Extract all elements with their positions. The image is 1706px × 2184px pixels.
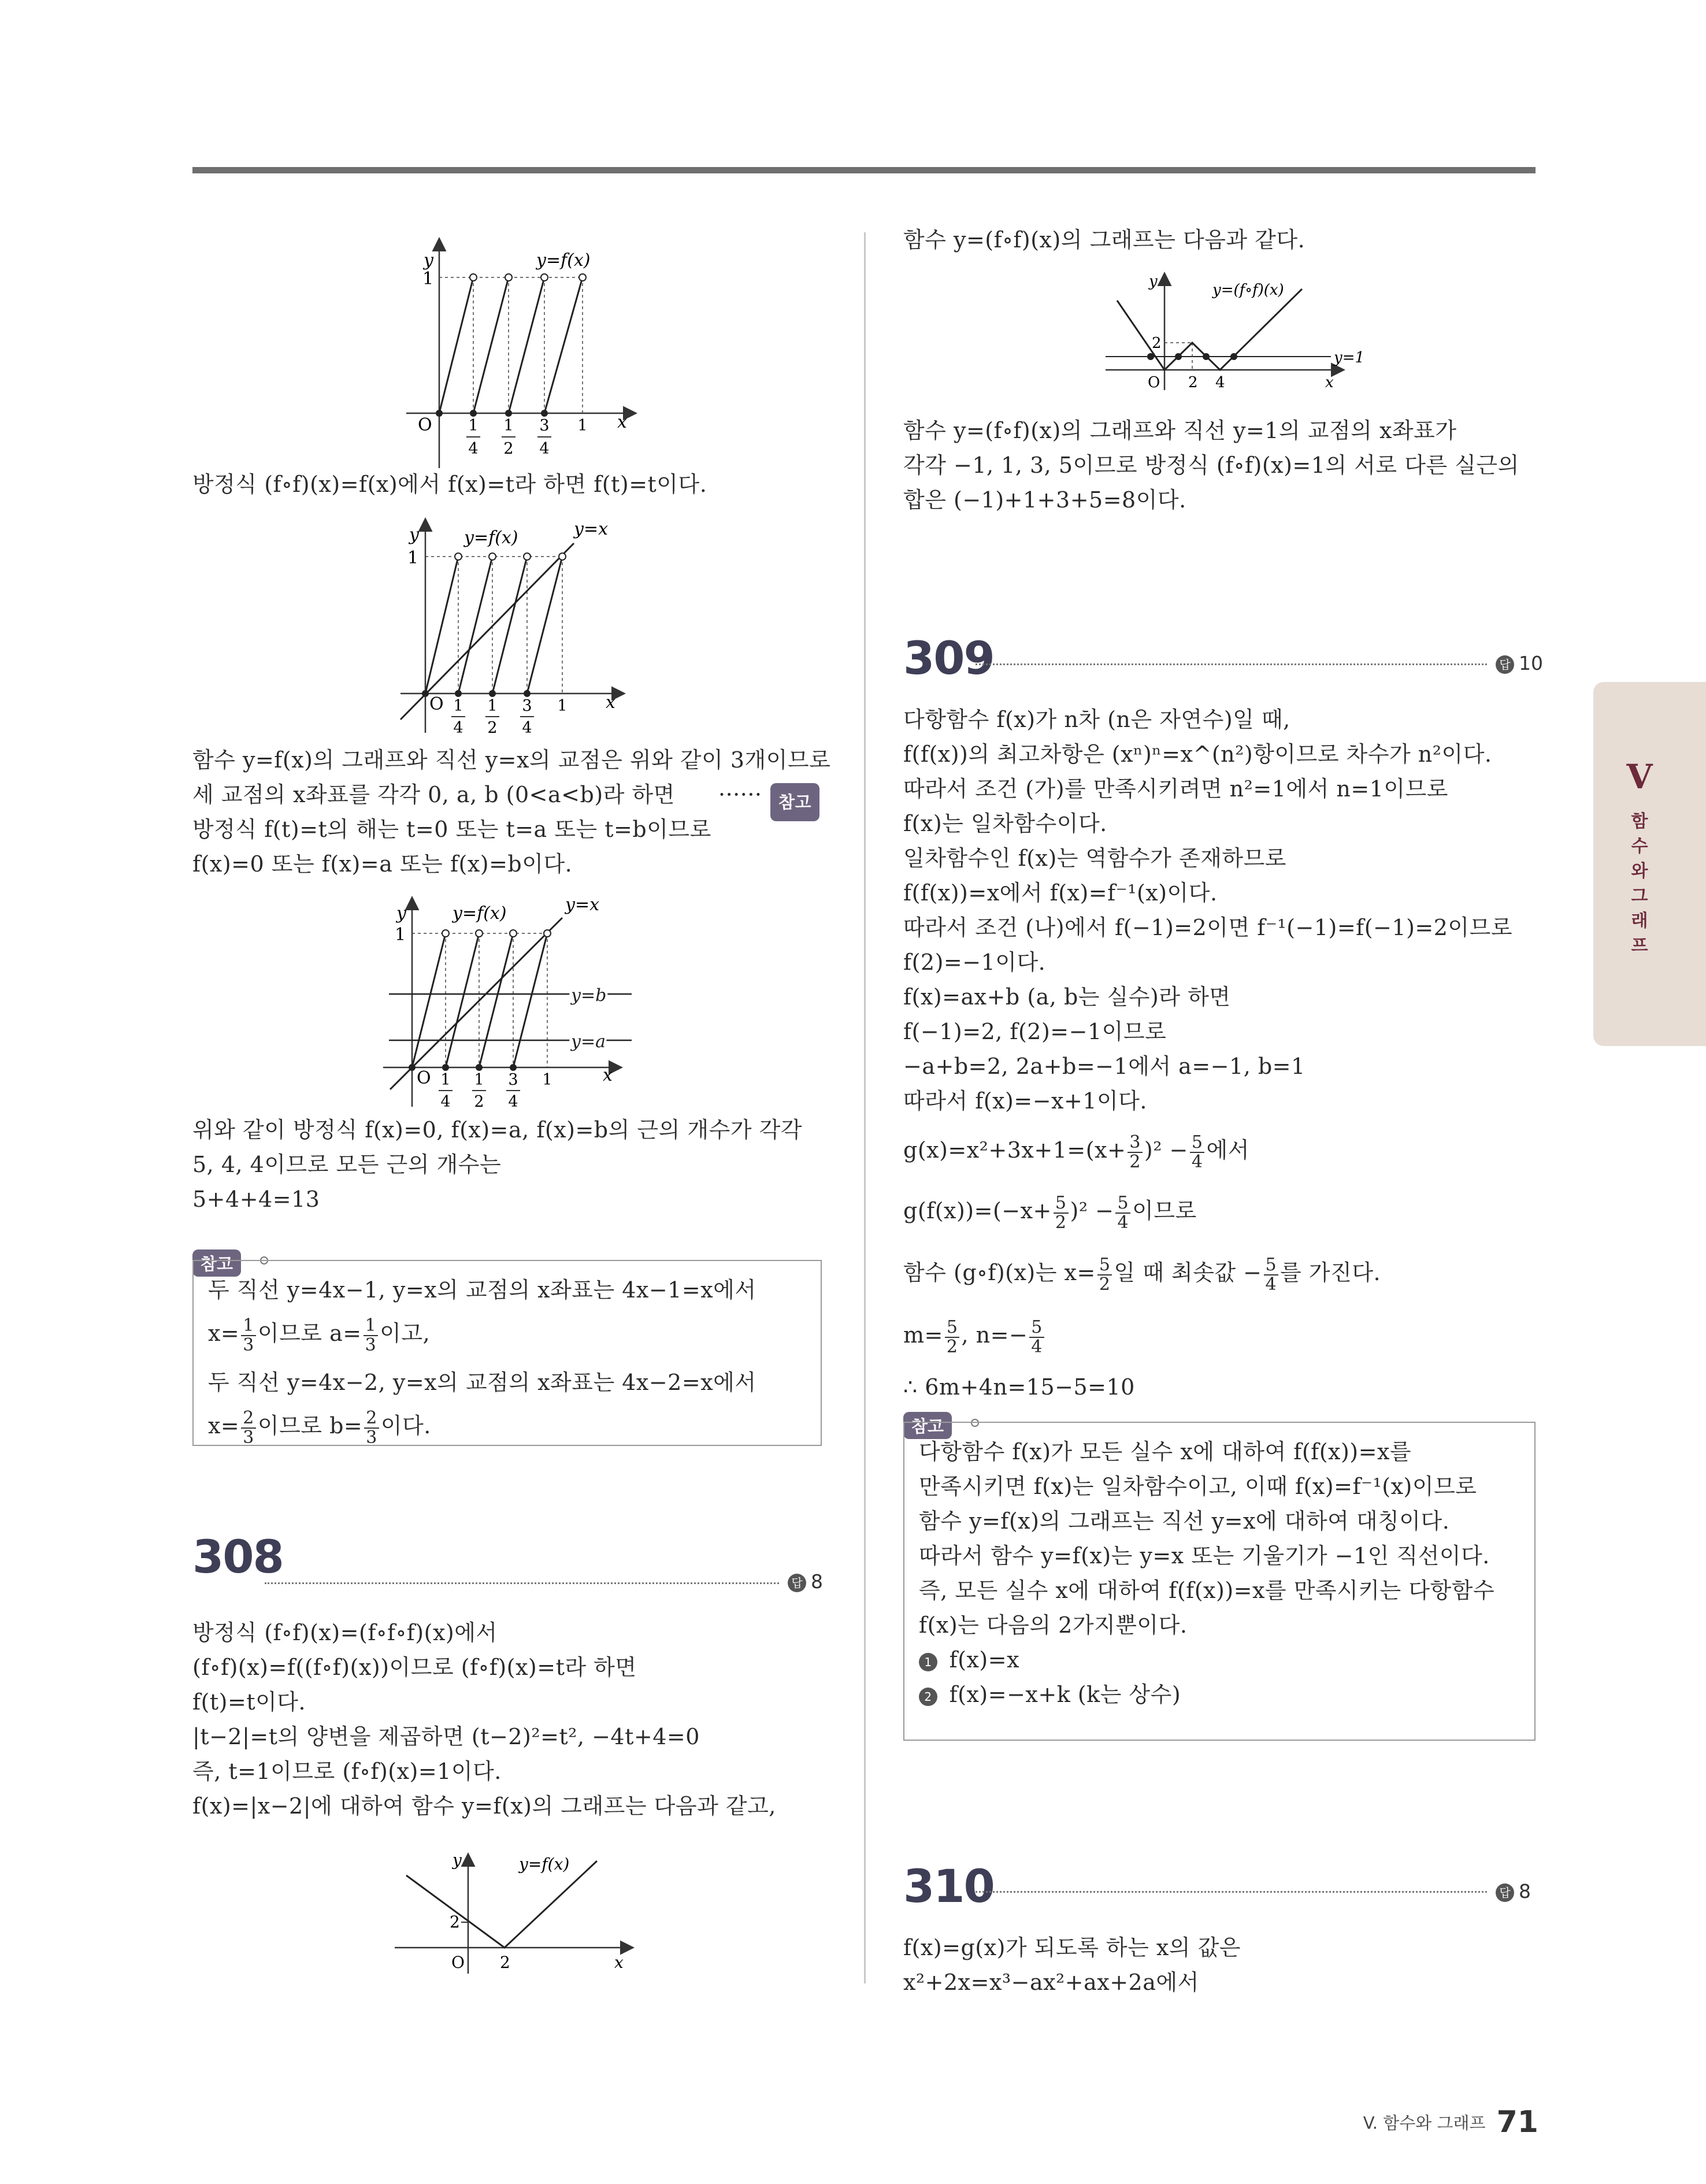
note-line [208, 1316, 430, 1355]
text-line: |t−2|=t의 양변을 제곱하면 (t−2)²=t², −4t+4=0 [192, 1724, 700, 1749]
chapter-side-tab [1593, 682, 1706, 1046]
y-tick-2: 2 [1152, 335, 1162, 352]
denominator: 2 [1099, 1274, 1111, 1295]
x-axis-label: x [617, 412, 627, 432]
text-line: 방정식 (f∘f)(x)=f(x)에서 f(x)=t라 하면 f(t)=t이다. [192, 472, 707, 497]
text-segment: 일 때 최솟값 − [1114, 1260, 1262, 1285]
fraction [1029, 1318, 1044, 1356]
x-axis-label: x [1325, 374, 1334, 391]
text-segment: x= [208, 1321, 240, 1346]
y-axis-label: y [1149, 273, 1158, 290]
x-axis-label: x [606, 692, 615, 713]
line-label: y=1 [1334, 349, 1365, 366]
note-line: 즉, 모든 실수 x에 대하여 f(f(x))=x를 만족시키는 다항함수 [919, 1578, 1495, 1603]
numerator: 1 [241, 1317, 256, 1336]
chapter-roman-numeral: V [1626, 757, 1653, 796]
text-line: f(t)=t이다. [192, 1689, 306, 1715]
math-line [903, 1318, 1046, 1356]
fraction [364, 1409, 379, 1447]
item-text: f(x)=−x+k (k는 상수) [949, 1682, 1181, 1707]
x-tick-den: 4 [539, 440, 550, 458]
fraction [241, 1317, 256, 1355]
note-item [919, 1677, 1181, 1712]
fraction [1264, 1256, 1279, 1294]
chapter-title-vertical [1593, 809, 1686, 958]
graph-fof [1100, 266, 1423, 399]
note-line: 두 직선 y=4x−1, y=x의 교점의 x좌표는 4x−1=x에서 [208, 1277, 756, 1303]
graph-abs-x-minus-2 [389, 1844, 689, 1982]
graph-fx-with-yx [383, 509, 632, 740]
text-line: f(x)=|x−2|에 대하여 함수 y=f(x)의 그래프는 다음과 같고, [192, 1793, 776, 1819]
x-tick-den: 4 [453, 719, 463, 737]
y-tick-1: 1 [422, 269, 434, 289]
x-tick-num: 3 [522, 697, 532, 715]
text-line: 따라서 f(x)=−x+1이다. [903, 1088, 1147, 1114]
y-axis-label: y [424, 250, 433, 270]
fraction [1054, 1194, 1069, 1232]
text-segment: 이고, [380, 1321, 431, 1346]
x-tick-num: 1 [474, 1071, 484, 1089]
text-line: 합은 (−1)+1+3+5=8이다. [903, 487, 1186, 513]
denominator: 3 [365, 1334, 377, 1355]
x-tick-num: 1 [453, 697, 463, 715]
origin-label: O [418, 415, 432, 435]
note-line: 따라서 함수 y=f(x)는 y=x 또는 기울기가 −1인 직선이다. [919, 1543, 1490, 1569]
y-tick-1: 1 [395, 925, 406, 945]
denominator: 2 [1055, 1212, 1067, 1233]
numerator: 5 [1190, 1133, 1205, 1153]
note-badge: 참고 [770, 783, 819, 821]
text-segment: , n=− [961, 1322, 1028, 1348]
text-line: f(x)=0 또는 f(x)=a 또는 f(x)=b이다. [192, 851, 573, 877]
text-line: 따라서 조건 (가)를 만족시키려면 n²=1에서 n=1이므로 [903, 776, 1449, 802]
numerator: 5 [1054, 1194, 1069, 1214]
denominator: 2 [1129, 1151, 1141, 1172]
text-line: 방정식 f(t)=t의 해는 t=0 또는 t=a 또는 t=b이므로 [192, 817, 711, 842]
note-box [192, 1260, 822, 1446]
text-segment: m= [903, 1322, 943, 1348]
x-tick-num: 1 [487, 697, 498, 715]
answer-value: 8 [811, 1570, 823, 1593]
function-label: y=f(x) [536, 250, 591, 270]
math-line [903, 1193, 1197, 1232]
y-tick-1: 1 [407, 548, 419, 568]
y-tick-2: 2 [450, 1912, 460, 1931]
line-label: y=x [574, 519, 609, 539]
answer-mark: 답 [1496, 1883, 1514, 1902]
x-tick-den: 2 [487, 719, 498, 737]
text-line: f(f(x))의 최고차항은 (xⁿ)ⁿ=x^(n²)항이므로 차수가 n²이다. [903, 741, 1492, 767]
text-segment: 이므로 a= [257, 1321, 362, 1346]
origin-label: O [1148, 374, 1160, 391]
answer-308 [788, 1570, 823, 1593]
x-tick-den: 4 [440, 1093, 451, 1111]
text-segment: )² − [1144, 1137, 1188, 1163]
problem-number-309: 309 [903, 633, 994, 685]
text-segment: 이므로 [1132, 1198, 1197, 1223]
page-number: 71 [1496, 2105, 1538, 2139]
graph-fx-levels [377, 890, 678, 1115]
problem-number-310: 310 [903, 1861, 994, 1913]
fraction [1128, 1133, 1143, 1171]
text-line: 각각 −1, 1, 3, 5이므로 방정식 (f∘f)(x)=1의 서로 다른 실근의 [903, 453, 1519, 478]
text-line [192, 777, 812, 812]
numerator: 2 [364, 1409, 379, 1429]
numerator: 5 [1115, 1194, 1130, 1214]
item-text: f(x)=x [949, 1647, 1020, 1673]
math-line [903, 1133, 1249, 1171]
x-tick-den: 2 [503, 440, 514, 458]
graph-fx-sawtooth [395, 231, 643, 480]
text-line: x²+2x=x³−ax²+ax+2a에서 [903, 1970, 1199, 1995]
function-label: y=f(x) [464, 528, 518, 548]
x-tick-1: 1 [577, 417, 588, 435]
fraction [1097, 1256, 1112, 1294]
fraction [1190, 1133, 1205, 1171]
numerator: 5 [1264, 1256, 1279, 1275]
item-number: 2 [919, 1688, 937, 1706]
chapter-char: 와 [1631, 861, 1648, 881]
function-label: y=f(x) [519, 1855, 570, 1874]
text-line: 5+4+4=13 [192, 1186, 320, 1212]
text-line: f(f(x))=x에서 f(x)=f⁻¹(x)이다. [903, 880, 1218, 906]
text-segment: 이므로 b= [257, 1413, 363, 1438]
x-axis-label: x [614, 1953, 624, 1972]
text-line: 함수 y=(f∘f)(x)의 그래프는 다음과 같다. [903, 227, 1306, 253]
chapter-char: 프 [1631, 936, 1648, 956]
x-tick-1: 1 [542, 1071, 552, 1089]
text-segment: x= [208, 1413, 240, 1438]
denominator: 3 [243, 1427, 254, 1448]
text-segment: g(x)=x²+3x+1=(x+ [903, 1137, 1126, 1163]
note-line: 다항함수 f(x)가 모든 실수 x에 대하여 f(f(x))=x를 [919, 1439, 1412, 1464]
chapter-char: 수 [1631, 836, 1648, 856]
leader-dots [976, 663, 1487, 665]
function-label: y=f(x) [453, 903, 507, 924]
chapter-char: 함 [1631, 811, 1648, 832]
x-tick-4: 4 [1215, 374, 1225, 391]
text-line: 따라서 조건 (나)에서 f(−1)=2이면 f⁻¹(−1)=f(−1)=2이므로 [903, 915, 1513, 940]
text-line: −a+b=2, 2a+b=−1에서 a=−1, b=1 [903, 1054, 1306, 1079]
x-tick-num: 1 [468, 417, 479, 435]
denominator: 2 [946, 1336, 958, 1357]
text-segment: g(f(x))=(−x+ [903, 1198, 1052, 1223]
answer-value: 8 [1519, 1880, 1531, 1903]
answer-mark: 답 [1496, 655, 1514, 674]
note-label: 참고 [192, 1249, 241, 1277]
text-segment: )² − [1070, 1198, 1114, 1223]
denominator: 3 [243, 1334, 254, 1355]
text-line: (f∘f)(x)=f((f∘f)(x))이므로 (f∘f)(x)=t라 하면 [192, 1655, 637, 1680]
note-box [903, 1422, 1536, 1741]
y-axis-label: y [396, 903, 406, 924]
text-segment: 를 가진다. [1280, 1260, 1381, 1285]
numerator: 3 [1128, 1133, 1143, 1153]
text-segment: 에서 [1206, 1137, 1249, 1163]
x-tick-2: 2 [500, 1953, 510, 1972]
text-line: 위와 같이 방정식 f(x)=0, f(x)=a, f(x)=b의 근의 개수가 각각 [192, 1117, 803, 1143]
top-rule [192, 167, 1536, 173]
note-line: 만족시키면 f(x)는 일차함수이고, 이때 f(x)=f⁻¹(x)이므로 [919, 1474, 1477, 1499]
chapter-char: 그 [1631, 886, 1648, 906]
page-footer [1363, 2105, 1538, 2139]
note-line: f(x)는 다음의 2가지뿐이다. [919, 1612, 1188, 1638]
note-line: 두 직선 y=4x−2, y=x의 교점의 x좌표는 4x−2=x에서 [208, 1370, 756, 1395]
note-line: 함수 y=f(x)의 그래프는 직선 y=x에 대하여 대칭이다. [919, 1508, 1450, 1534]
text-line: 방정식 (f∘f)(x)=(f∘f∘f)(x)에서 [192, 1620, 498, 1645]
x-tick-den: 4 [522, 719, 532, 737]
text-line: f(x)=g(x)가 되도록 하는 x의 값은 [903, 1935, 1241, 1960]
numerator: 1 [364, 1317, 379, 1336]
note-item [919, 1642, 1019, 1677]
line-a-label: y=a [571, 1032, 606, 1052]
fraction [241, 1409, 256, 1447]
x-tick-num: 3 [508, 1071, 518, 1089]
item-number: 1 [919, 1653, 937, 1671]
text-line: ∴ 6m+4n=15−5=10 [903, 1374, 1135, 1400]
answer-mark: 답 [788, 1574, 806, 1592]
x-tick-num: 3 [539, 417, 550, 435]
line-b-label: y=b [571, 985, 607, 1006]
note-line [208, 1408, 431, 1447]
fraction [1115, 1194, 1130, 1232]
x-tick-1: 1 [557, 697, 568, 715]
text-line: 함수 y=(f∘f)(x)의 그래프와 직선 y=1의 교점의 x좌표가 [903, 418, 1457, 443]
denominator: 4 [1117, 1212, 1129, 1233]
numerator: 5 [1097, 1256, 1112, 1275]
text-line: f(−1)=2, f(2)=−1이므로 [903, 1019, 1167, 1044]
text-line: 함수 y=f(x)의 그래프와 직선 y=x의 교점은 위와 같이 3개이므로 [192, 747, 831, 773]
y-axis-label: y [409, 525, 419, 545]
x-tick-den: 4 [468, 440, 479, 458]
fraction [945, 1318, 960, 1356]
answer-value: 10 [1519, 652, 1543, 674]
answer-310 [1496, 1880, 1531, 1903]
origin-label: O [417, 1068, 431, 1088]
y-axis-label: y [453, 1851, 462, 1870]
column-divider [864, 232, 866, 1983]
text-line: f(x)=ax+b (a, b는 실수)라 하면 [903, 984, 1231, 1010]
text-line: f(2)=−1이다. [903, 950, 1046, 975]
numerator: 2 [241, 1409, 256, 1429]
origin-label: O [451, 1953, 465, 1972]
x-tick-den: 2 [474, 1093, 484, 1111]
text-line: 즉, t=1이므로 (f∘f)(x)=1이다. [192, 1759, 502, 1784]
text-line: 다항함수 f(x)가 n차 (n은 자연수)일 때, [903, 707, 1290, 732]
x-axis-label: x [603, 1065, 613, 1085]
ref-dots: ······ [718, 782, 762, 807]
text-segment: 세 교점의 x좌표를 각각 0, a, b (0<a<b)라 하면 [192, 782, 675, 807]
chapter-char: 래 [1631, 911, 1648, 931]
math-line [903, 1255, 1381, 1294]
function-label: y=(f∘f)(x) [1212, 281, 1284, 299]
x-tick-num: 1 [440, 1071, 451, 1089]
fraction [364, 1317, 379, 1355]
x-tick-num: 1 [503, 417, 514, 435]
x-tick-2: 2 [1188, 374, 1198, 391]
answer-309 [1496, 652, 1543, 675]
denominator: 3 [366, 1427, 377, 1448]
denominator: 4 [1031, 1336, 1043, 1357]
denominator: 4 [1265, 1274, 1277, 1295]
problem-number-308: 308 [192, 1532, 283, 1584]
leader-dots [265, 1582, 779, 1584]
text-line: f(x)는 일차함수이다. [903, 811, 1107, 836]
text-segment: 이다. [380, 1413, 431, 1438]
leader-dots [976, 1891, 1487, 1893]
text-line: 5, 4, 4이므로 모든 근의 개수는 [192, 1152, 502, 1177]
x-tick-den: 4 [508, 1093, 518, 1111]
numerator: 5 [945, 1318, 960, 1338]
footer-chapter: V. 함수와 그래프 [1363, 2113, 1486, 2133]
text-line: 일차함수인 f(x)는 역함수가 존재하므로 [903, 846, 1287, 871]
numerator: 5 [1029, 1318, 1044, 1338]
text-segment: 함수 (g∘f)(x)는 x= [903, 1260, 1096, 1285]
denominator: 4 [1191, 1151, 1203, 1172]
origin-label: O [429, 694, 444, 714]
note-label: 참고 [903, 1412, 952, 1439]
line-label: y=x [565, 895, 600, 915]
